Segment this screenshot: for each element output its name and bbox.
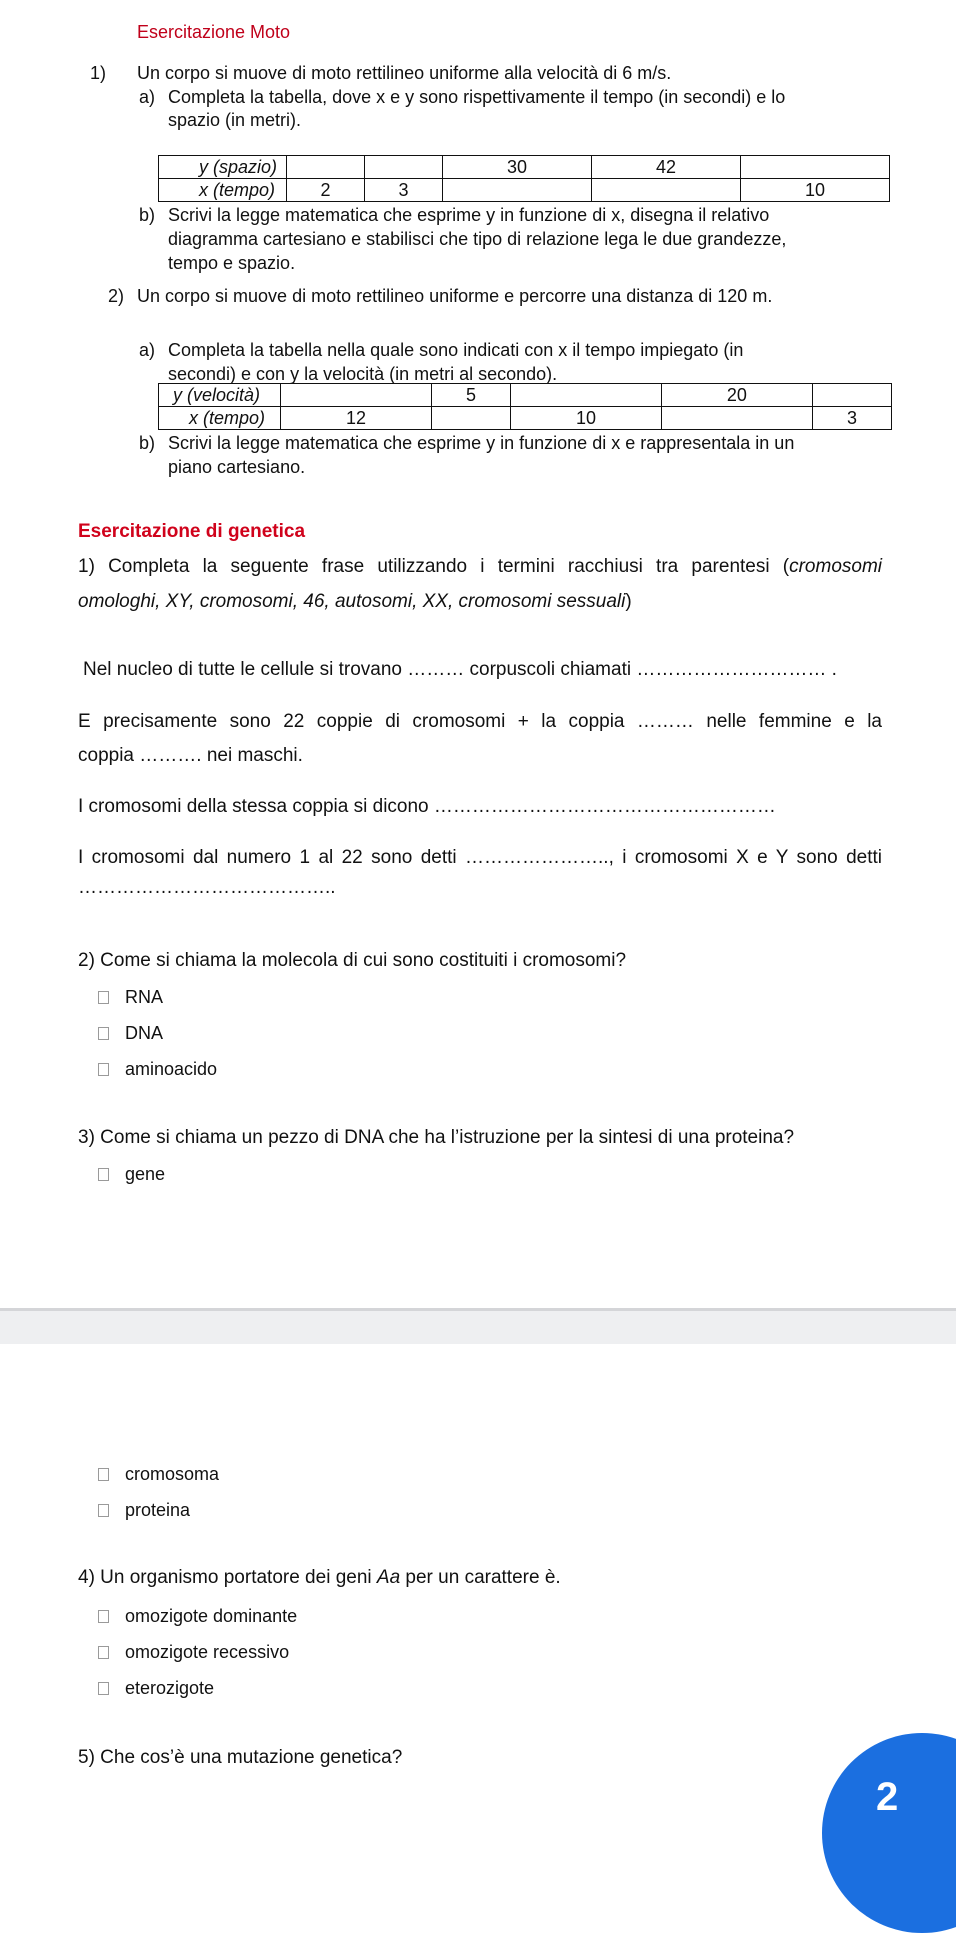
page-number-text: 2 bbox=[876, 1775, 899, 1819]
option-label: omozigote dominante bbox=[125, 1606, 298, 1626]
q1-a-label: a) bbox=[139, 87, 156, 107]
table-cell-header: y (spazio) bbox=[159, 156, 287, 179]
gen-sentence-2-line2: coppia ………. nei maschi. bbox=[78, 745, 303, 766]
table-cell: 10 bbox=[741, 179, 890, 202]
option-proteina[interactable] bbox=[98, 1499, 190, 1521]
table-cell bbox=[661, 407, 812, 430]
q1-a-line1: Completa la tabella, dove x e y sono rispettivamente il tempo (in secondi) e lo bbox=[168, 87, 786, 107]
q1-b-line1: Scrivi la legge matematica che esprime y in funzione di x, disegna il relativo bbox=[168, 205, 770, 225]
table-row bbox=[159, 384, 892, 407]
gen-q3: 3) Come si chiama un pezzo di DNA che ha l’istruzione per la sintesi di una proteina? bbox=[78, 1127, 795, 1148]
table-cell: 2 bbox=[287, 179, 365, 202]
gen-q4: 4) Un organismo portatore dei geni Aa per un carattere è. bbox=[78, 1567, 561, 1588]
table-cell: 12 bbox=[281, 407, 432, 430]
option-rna[interactable] bbox=[98, 986, 163, 1008]
gen-q1-line1: 1) Completa la seguente frase utilizzando i termini racchiusi tra parentesi (cromosomi bbox=[78, 556, 882, 577]
option-aminoacido[interactable] bbox=[98, 1058, 217, 1080]
table-row bbox=[159, 407, 892, 430]
checkbox-icon[interactable] bbox=[98, 1504, 109, 1517]
option-omozigote-recessivo[interactable] bbox=[98, 1641, 289, 1663]
table-cell bbox=[511, 384, 662, 407]
gen-sentence-2-line1: E precisamente sono 22 coppie di cromosomi + la coppia ……… nelle femmine e la bbox=[78, 711, 882, 732]
q1-b-label: b) bbox=[139, 205, 156, 225]
checkbox-icon[interactable] bbox=[98, 1682, 109, 1695]
option-label: gene bbox=[125, 1164, 166, 1184]
table-cell: 10 bbox=[511, 407, 662, 430]
checkbox-icon[interactable] bbox=[98, 1027, 109, 1040]
checkbox-icon[interactable] bbox=[98, 1168, 109, 1181]
table-cell: 42 bbox=[592, 156, 741, 179]
table-cell: 3 bbox=[365, 179, 443, 202]
table-cell-header: y (velocità) bbox=[159, 384, 281, 407]
gen-sentence-3: I cromosomi della stessa coppia si dicono ……………………………………………… bbox=[78, 796, 776, 817]
q2-text: Un corpo si muove di moto rettilineo uniforme e percorre una distanza di 120 m. bbox=[137, 286, 773, 306]
table-cell: 20 bbox=[661, 384, 812, 407]
table-cell-header: x (tempo) bbox=[159, 407, 281, 430]
checkbox-icon[interactable] bbox=[98, 1468, 109, 1481]
gen-q1-line2: omologhi, XY, cromosomi, 46, autosomi, XX, cromosomi sessuali) bbox=[78, 591, 632, 612]
table-cell: 5 bbox=[431, 384, 510, 407]
q1-table bbox=[158, 155, 890, 202]
option-label: aminoacido bbox=[125, 1059, 218, 1079]
option-gene[interactable] bbox=[98, 1163, 165, 1185]
table-row bbox=[159, 156, 890, 179]
option-label: eterozigote bbox=[125, 1678, 215, 1698]
checkbox-icon[interactable] bbox=[98, 1063, 109, 1076]
gen-sentence-4-line1: I cromosomi dal numero 1 al 22 sono detti ………………….., i cromosomi X e Y sono detti bbox=[78, 847, 882, 868]
checkbox-icon[interactable] bbox=[98, 991, 109, 1004]
table-cell bbox=[281, 384, 432, 407]
option-label: omozigote recessivo bbox=[125, 1642, 290, 1662]
gen-sentence-1: Nel nucleo di tutte le cellule si trovano ……… corpuscoli chiamati ………………………… . bbox=[83, 659, 837, 680]
page-gap bbox=[0, 1308, 956, 1344]
table-cell-header: x (tempo) bbox=[159, 179, 287, 202]
option-cromosoma[interactable] bbox=[98, 1463, 219, 1485]
option-omozigote-dominante[interactable] bbox=[98, 1605, 297, 1627]
gen-sentence-4-line2: ………………………………….. bbox=[78, 877, 336, 898]
option-label: RNA bbox=[125, 987, 164, 1007]
q2-b-line2: piano cartesiano. bbox=[168, 457, 306, 477]
gen-q2: 2) Come si chiama la molecola di cui sono costituiti i cromosomi? bbox=[78, 950, 627, 971]
table-cell bbox=[812, 384, 891, 407]
q1-number: 1) bbox=[90, 63, 107, 83]
q2-b-label: b) bbox=[139, 433, 156, 453]
option-dna[interactable] bbox=[98, 1022, 163, 1044]
table-cell bbox=[592, 179, 741, 202]
option-label: cromosoma bbox=[125, 1464, 220, 1484]
table-cell: 30 bbox=[443, 156, 592, 179]
q2-b-line1: Scrivi la legge matematica che esprime y in funzione di x e rappresentala in un bbox=[168, 433, 795, 453]
q1-a-line2: spazio (in metri). bbox=[168, 110, 302, 130]
q2-table bbox=[158, 383, 892, 430]
q1-text: Un corpo si muove di moto rettilineo uniforme alla velocità di 6 m/s. bbox=[137, 63, 672, 83]
q2-a-label: a) bbox=[139, 340, 156, 360]
table-row bbox=[159, 179, 890, 202]
q2-a-line2: secondi) e con y la velocità (in metri al secondo). bbox=[168, 364, 558, 384]
table-cell bbox=[741, 156, 890, 179]
genetica-title: Esercitazione di genetica bbox=[78, 521, 306, 542]
gen-q5: 5) Che cos’è una mutazione genetica? bbox=[78, 1747, 403, 1768]
q1-b-line3: tempo e spazio. bbox=[168, 253, 296, 273]
checkbox-icon[interactable] bbox=[98, 1646, 109, 1659]
option-eterozigote[interactable] bbox=[98, 1677, 214, 1699]
table-cell bbox=[443, 179, 592, 202]
q2-number: 2) bbox=[108, 286, 125, 306]
q1-b-line2: diagramma cartesiano e stabilisci che tipo di relazione lega le due grandezze, bbox=[168, 229, 787, 249]
option-label: proteina bbox=[125, 1500, 191, 1520]
moto-title: Esercitazione Moto bbox=[137, 22, 291, 42]
table-cell bbox=[365, 156, 443, 179]
table-cell bbox=[287, 156, 365, 179]
option-label: DNA bbox=[125, 1023, 164, 1043]
checkbox-icon[interactable] bbox=[98, 1610, 109, 1623]
q2-a-line1: Completa la tabella nella quale sono indicati con x il tempo impiegato (in bbox=[168, 340, 744, 360]
table-cell bbox=[431, 407, 510, 430]
table-cell: 3 bbox=[812, 407, 891, 430]
